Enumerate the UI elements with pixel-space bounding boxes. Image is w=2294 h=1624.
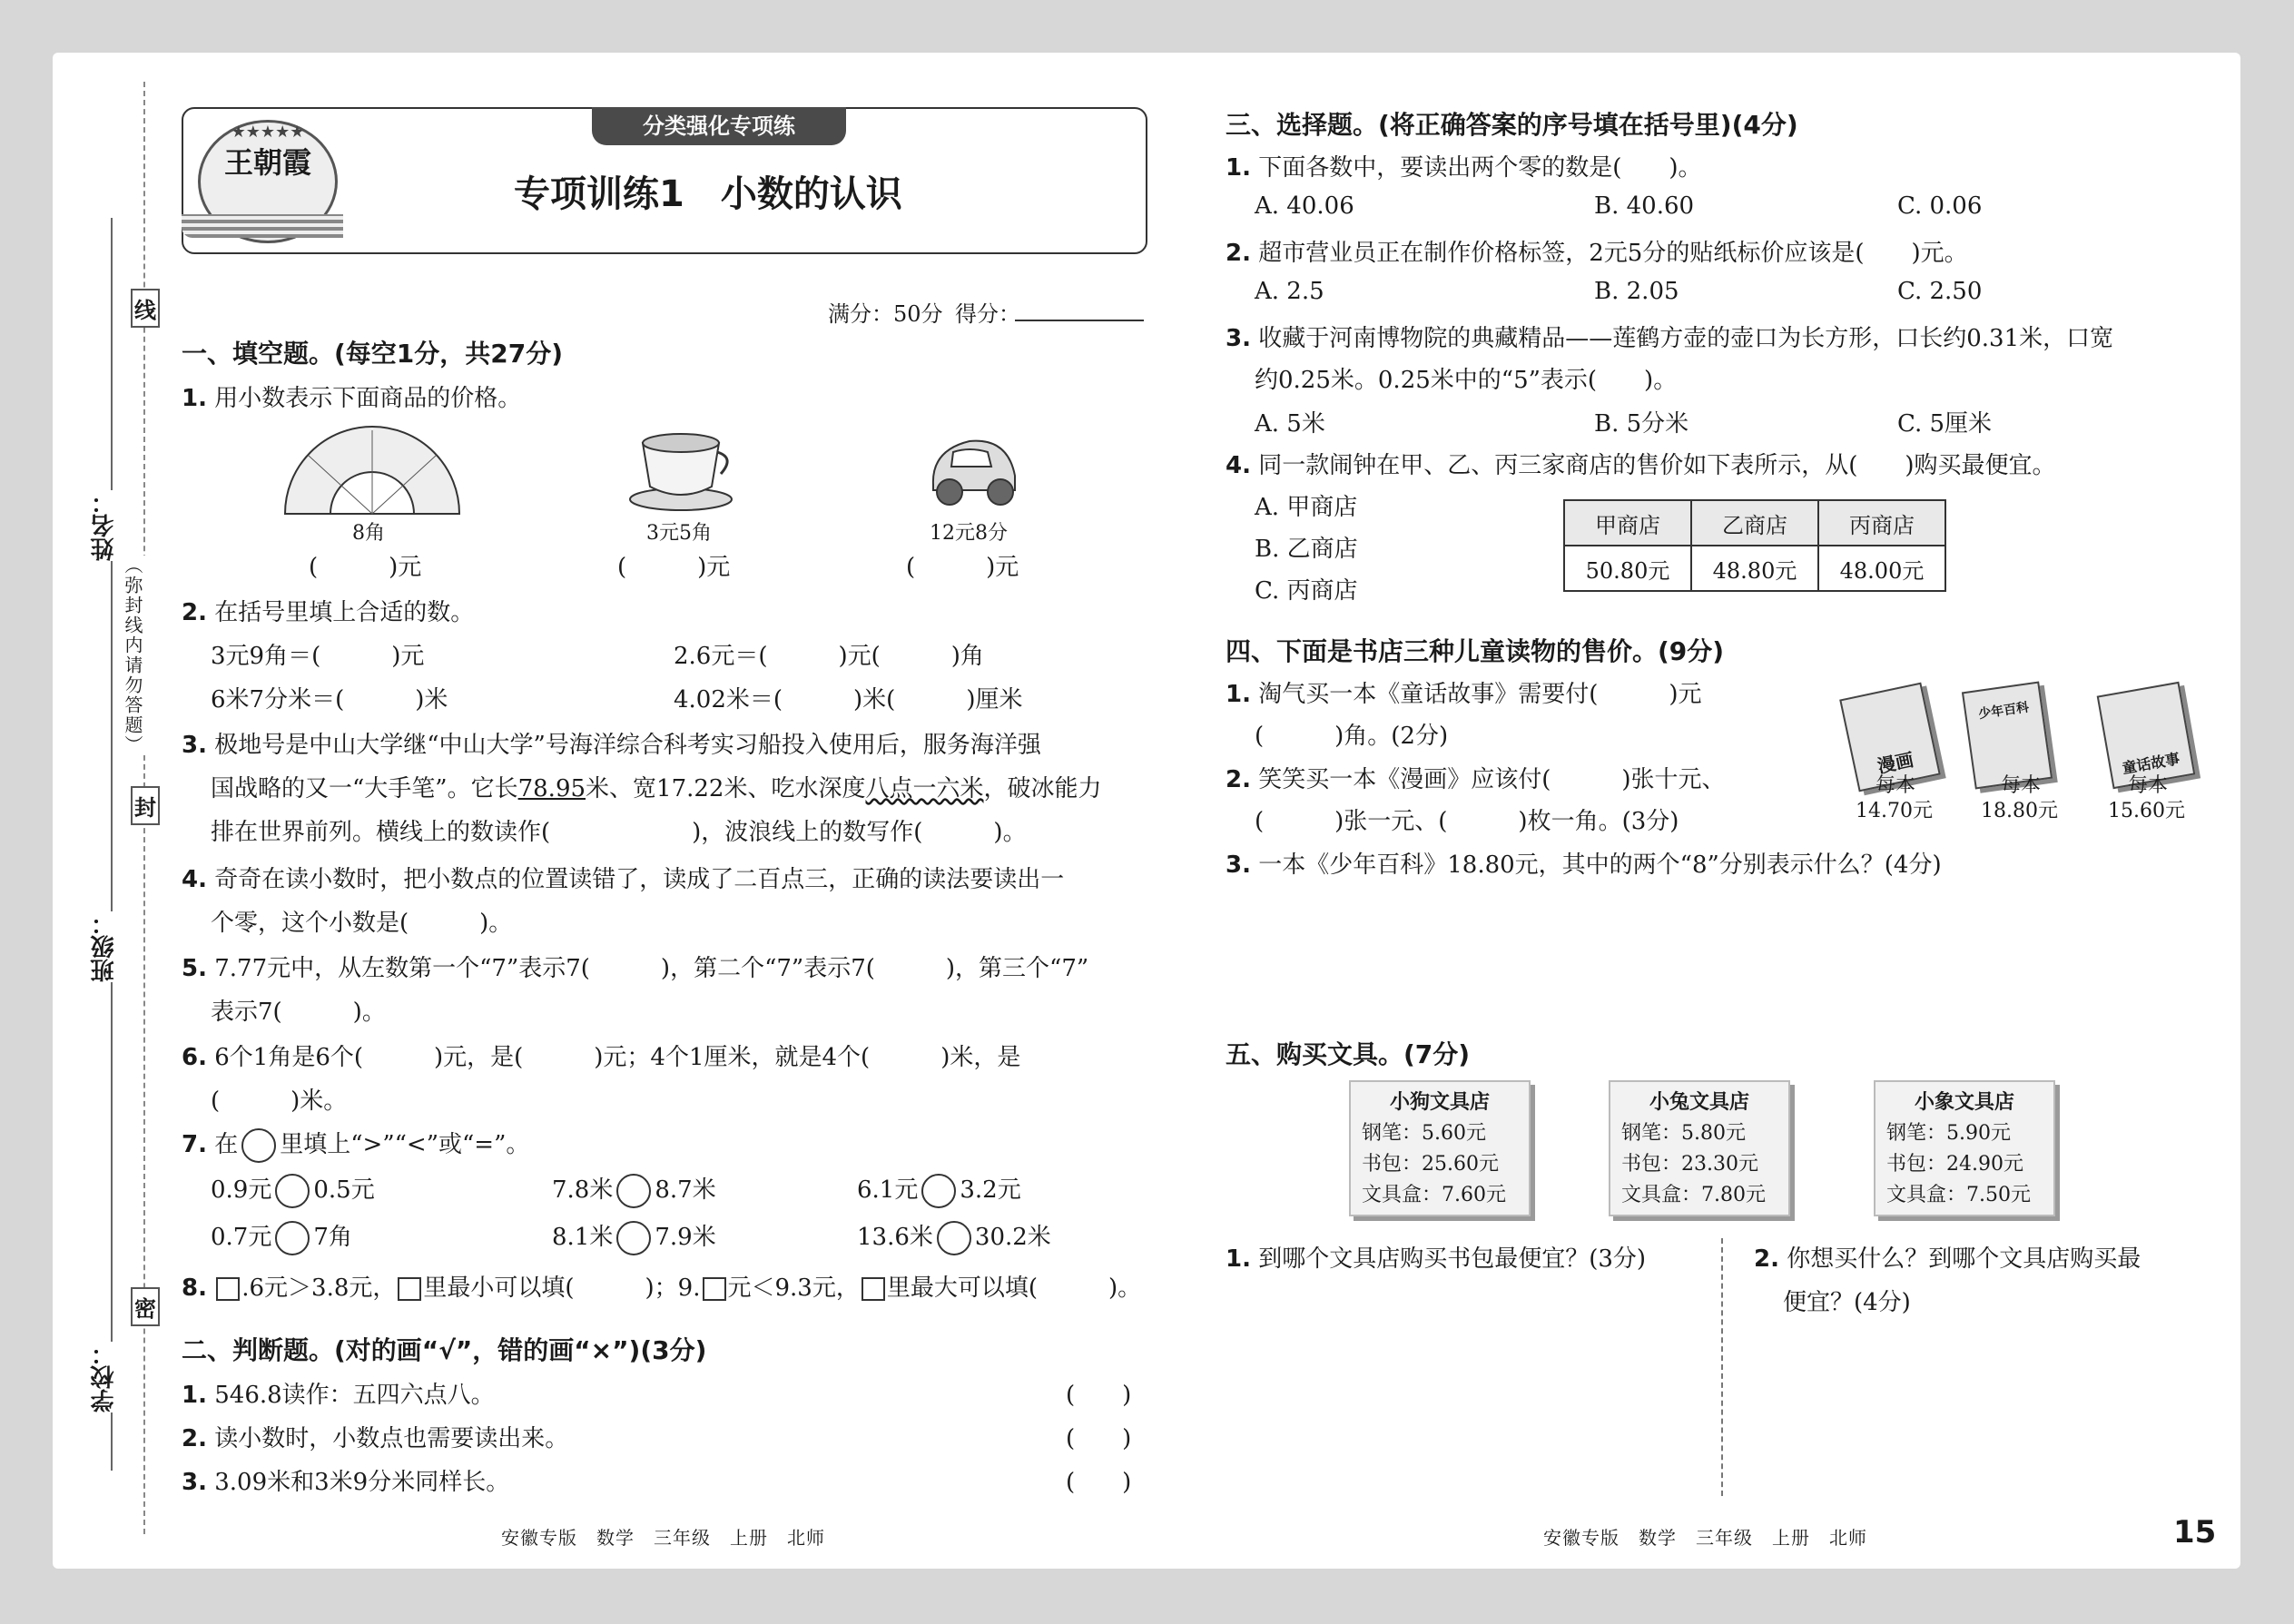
book-cover-title: 少年百科 xyxy=(1977,700,2031,723)
shop-name: 小狗文具店 xyxy=(1389,1091,1490,1114)
s3-q3-line1: 3. 收藏于河南博物院的典藏精品——莲鹤方壶的壶口为长方形，口长约0.31米，口宽 xyxy=(1226,325,2114,352)
s1-q1: 1. 用小数表示下面商品的价格。 xyxy=(182,385,522,412)
q2-line2b[interactable]: 4.02米＝( )米( )厘米 xyxy=(674,686,1023,714)
q7-cmp-4[interactable]: 0.7元 7角 xyxy=(211,1218,352,1255)
s5-divider xyxy=(1721,1238,1723,1496)
page-title: 专项训练1 小数的认识 xyxy=(514,173,902,215)
square-blank[interactable] xyxy=(703,1277,726,1301)
q2-line2a[interactable]: 6米7分米＝( )米 xyxy=(211,686,448,714)
mark-secret: 密 xyxy=(131,1287,160,1326)
s1-q2: 2. 在括号里填上合适的数。 xyxy=(182,599,475,626)
q1-answer-3[interactable]: ( )元 xyxy=(906,554,1019,581)
s3-q3-opt-c[interactable]: C. 5厘米 xyxy=(1897,410,1993,438)
s5-heading: 五、购买文具。(7分) xyxy=(1226,1039,1471,1069)
book-price-1: 14.70元 xyxy=(1856,800,1933,822)
mark-seal: 封 xyxy=(131,786,160,825)
s2-answer-3[interactable]: ( ) xyxy=(1066,1469,1132,1496)
shop-bag-price: 书包：24.90元 xyxy=(1886,1153,2023,1176)
circle-icon xyxy=(241,1128,276,1163)
shop-bag-price: 书包：25.60元 xyxy=(1362,1153,1499,1176)
s3-q1-opt-a[interactable]: A. 40.06 xyxy=(1255,192,1354,220)
school-label: 学校： xyxy=(87,1342,121,1412)
s1-q4-line1: 4. 奇奇在读小数时，把小数点的位置读错了，读成了二百点三，正确的读法要读出一 xyxy=(182,866,1065,893)
logo-star-icons: ★★★★★ xyxy=(231,123,305,142)
s1-q6-line1[interactable]: 6. 6个1角是6个( )元，是( )元；4个1厘米，就是4个( )米，是 xyxy=(182,1044,1021,1071)
shop-name: 小兔文具店 xyxy=(1649,1091,1749,1114)
shop-name: 小象文具店 xyxy=(1914,1091,2014,1114)
s3-q4-opt-b[interactable]: B. 乙商店 xyxy=(1255,536,1358,563)
s3-q1: 1. 下面各数中，要读出两个零的数是( )。 xyxy=(1226,154,1702,182)
s1-q4-line2[interactable]: 个零，这个小数是( )。 xyxy=(211,910,513,937)
full-score: 满分：50分 xyxy=(828,301,943,327)
s1-q8[interactable]: 8. .6元＞3.8元， 里最小可以填( )；9. 元＜9.3元， 里最大可以填( )。 xyxy=(182,1275,1142,1302)
compare-circle[interactable] xyxy=(921,1174,956,1208)
shop-pen-price: 钢笔：5.80元 xyxy=(1621,1122,1746,1145)
s3-q1-opt-c[interactable]: C. 0.06 xyxy=(1897,192,1983,220)
s1-q7: 7. 在 里填上“>”“<”或“=”。 xyxy=(182,1126,529,1163)
score-blank[interactable] xyxy=(1015,320,1144,321)
q2-line1b[interactable]: 2.6元＝( )元( )角 xyxy=(674,643,984,670)
s1-q6-line2[interactable]: ( )米。 xyxy=(211,1088,348,1115)
s3-q3-opt-a[interactable]: A. 5米 xyxy=(1255,410,1325,438)
s5-q2-line2: 便宜？(4分) xyxy=(1783,1289,1911,1316)
name-label: 姓名： xyxy=(87,490,121,561)
q7-cmp-5[interactable]: 8.1米 7.9米 xyxy=(552,1218,716,1255)
q1-price-1: 8角 xyxy=(352,522,385,545)
shop-box-price: 文具盒：7.60元 xyxy=(1362,1184,1506,1206)
table-cell: 48.00元 xyxy=(1818,546,1945,591)
shop-card xyxy=(1349,1080,1531,1216)
compare-circle[interactable] xyxy=(616,1221,651,1255)
s2-item-3: 3. 3.09米和3米9分米同样长。 xyxy=(182,1469,510,1496)
book-each-3: 每本 xyxy=(2128,774,2169,797)
q1-answer-2[interactable]: ( )元 xyxy=(617,554,731,581)
mark-line: 线 xyxy=(131,289,160,328)
s4-q2-line2[interactable]: ( )张一元、( )枚一角。(3分) xyxy=(1255,808,1679,835)
book-cover-title: 漫画 xyxy=(1875,748,1916,778)
book-each-2: 每本 xyxy=(2001,774,2042,797)
book-cover-title: 童话故事 xyxy=(2121,750,2181,777)
s4-q3: 3. 一本《少年百科》18.80元，其中的两个“8”分别表示什么？(4分) xyxy=(1226,851,1942,879)
q1-price-3: 12元8分 xyxy=(930,522,1008,545)
s4-heading: 四、下面是书店三种儿童读物的售价。(9分) xyxy=(1226,636,1725,666)
shop-pen-price: 钢笔：5.60元 xyxy=(1362,1122,1486,1145)
s3-q1-opt-b[interactable]: B. 40.60 xyxy=(1594,192,1695,220)
s4-q1-line2[interactable]: ( )角。(2分) xyxy=(1255,723,1449,750)
s3-q4: 4. 同一款闹钟在甲、乙、丙三家商店的售价如下表所示，从( )购买最便宜。 xyxy=(1226,452,2056,479)
q1-price-2: 3元5角 xyxy=(646,522,712,545)
table-header: 乙商店 xyxy=(1691,500,1818,546)
square-blank[interactable] xyxy=(861,1277,885,1301)
s1-q5-line1[interactable]: 5. 7.77元中，从左数第一个“7”表示7( )，第二个“7”表示7( )，第三个“7” xyxy=(182,955,1089,982)
toy-car-icon xyxy=(924,430,1024,508)
q7-cmp-6[interactable]: 13.6米 30.2米 xyxy=(857,1218,1051,1255)
s3-heading: 三、选择题。(将正确答案的序号填在括号里)(4分) xyxy=(1226,110,1798,140)
q7-cmp-1[interactable]: 0.9元 0.5元 xyxy=(211,1171,375,1208)
s3-q4-opt-a[interactable]: A. 甲商店 xyxy=(1255,494,1358,521)
table-header: 甲商店 xyxy=(1564,500,1691,546)
s1-q3-line3[interactable]: 排在世界前列。横线上的数读作( )，波浪线上的数写作( )。 xyxy=(211,819,1027,846)
table-cell: 48.80元 xyxy=(1691,546,1818,591)
q7-cmp-3[interactable]: 6.1元 3.2元 xyxy=(857,1171,1021,1208)
q7-cmp-2[interactable]: 7.8米 8.7米 xyxy=(552,1171,716,1208)
s3-q3-line2: 约0.25米。0.25米中的“5”表示( )。 xyxy=(1255,367,1678,394)
shop-pen-price: 钢笔：5.90元 xyxy=(1886,1122,2011,1145)
book-each-1: 每本 xyxy=(1876,774,1916,797)
score-label: 得分： xyxy=(955,301,1020,327)
s1-q5-line2[interactable]: 表示7( )。 xyxy=(211,999,386,1026)
s3-q2-opt-c[interactable]: C. 2.50 xyxy=(1897,278,1983,305)
compare-circle[interactable] xyxy=(937,1221,971,1255)
s2-heading: 二、判断题。(对的画“√”，错的画“×”)(3分) xyxy=(182,1335,707,1365)
table-cell: 50.80元 xyxy=(1564,546,1691,591)
compare-circle[interactable] xyxy=(616,1174,651,1208)
s3-q3-opt-b[interactable]: B. 5分米 xyxy=(1594,410,1689,438)
square-blank[interactable] xyxy=(216,1277,240,1301)
class-label: 班级： xyxy=(87,911,121,982)
s2-item-2: 2. 读小数时，小数点也需要读出来。 xyxy=(182,1425,569,1452)
s1-heading: 一、填空题。(每空1分，共27分) xyxy=(182,339,564,369)
footer-right: 安徽专版 数学 三年级 上册 北师 xyxy=(1543,1527,1867,1549)
banner-label: 分类强化专项练 xyxy=(592,107,846,145)
s3-q2-opt-a[interactable]: A. 2.5 xyxy=(1255,278,1324,305)
logo-stripes xyxy=(182,214,343,238)
s5-q2-line1: 2. 你想买什么？到哪个文具店购买最 xyxy=(1754,1245,2141,1273)
binding-note: （弥封线内请勿答题） xyxy=(120,556,146,755)
s2-answer-2[interactable]: ( ) xyxy=(1066,1425,1132,1452)
footer-left: 安徽专版 数学 三年级 上册 北师 xyxy=(501,1527,825,1549)
s2-item-1: 1. 546.8读作：五四六点八。 xyxy=(182,1382,495,1409)
shop-card xyxy=(1609,1080,1790,1216)
s1-q3-line1: 3. 极地号是中山大学继“中山大学”号海洋综合科考实习船投入使用后，服务海洋强 xyxy=(182,732,1041,759)
square-blank[interactable] xyxy=(398,1277,421,1301)
s3-q2: 2. 超市营业员正在制作价格标签，2元5分的贴纸标价应该是( )元。 xyxy=(1226,240,1968,267)
compare-circle[interactable] xyxy=(275,1174,310,1208)
page-number: 15 xyxy=(2173,1514,2217,1550)
table-header: 丙商店 xyxy=(1818,500,1945,546)
s3-q4-opt-c[interactable]: C. 丙商店 xyxy=(1255,577,1358,605)
q2-line1a[interactable]: 3元9角＝( )元 xyxy=(211,643,425,670)
shop-box-price: 文具盒：7.50元 xyxy=(1886,1184,2031,1206)
s3-q2-opt-b[interactable]: B. 2.05 xyxy=(1594,278,1679,305)
s1-q3-line2: 国战略的又一“大手笔”。它长78.95米、宽17.22米、吃水深度八点一六米，破冰能力 xyxy=(211,775,1102,802)
book-price-3: 15.60元 xyxy=(2108,800,2185,822)
protractor-icon xyxy=(281,419,463,517)
logo-text: 王朝霞 xyxy=(223,145,311,180)
s4-q2-line1[interactable]: 2. 笑笑买一本《漫画》应该付( )张十元、 xyxy=(1226,766,1726,793)
s5-q1: 1. 到哪个文具店购买书包最便宜？(3分) xyxy=(1226,1245,1647,1273)
q1-answer-1[interactable]: ( )元 xyxy=(309,554,422,581)
binding-solid-line xyxy=(111,218,113,1471)
teacup-icon xyxy=(626,427,735,514)
shop-card xyxy=(1874,1080,2055,1216)
s2-answer-1[interactable]: ( ) xyxy=(1066,1382,1132,1409)
shop-box-price: 文具盒：7.80元 xyxy=(1621,1184,1766,1206)
compare-circle[interactable] xyxy=(275,1221,310,1255)
shop-bag-price: 书包：23.30元 xyxy=(1621,1153,1758,1176)
s4-q1-line1[interactable]: 1. 淘气买一本《童话故事》需要付( )元 xyxy=(1226,681,1702,708)
book-price-2: 18.80元 xyxy=(1981,800,2058,822)
price-table xyxy=(1563,499,1946,592)
